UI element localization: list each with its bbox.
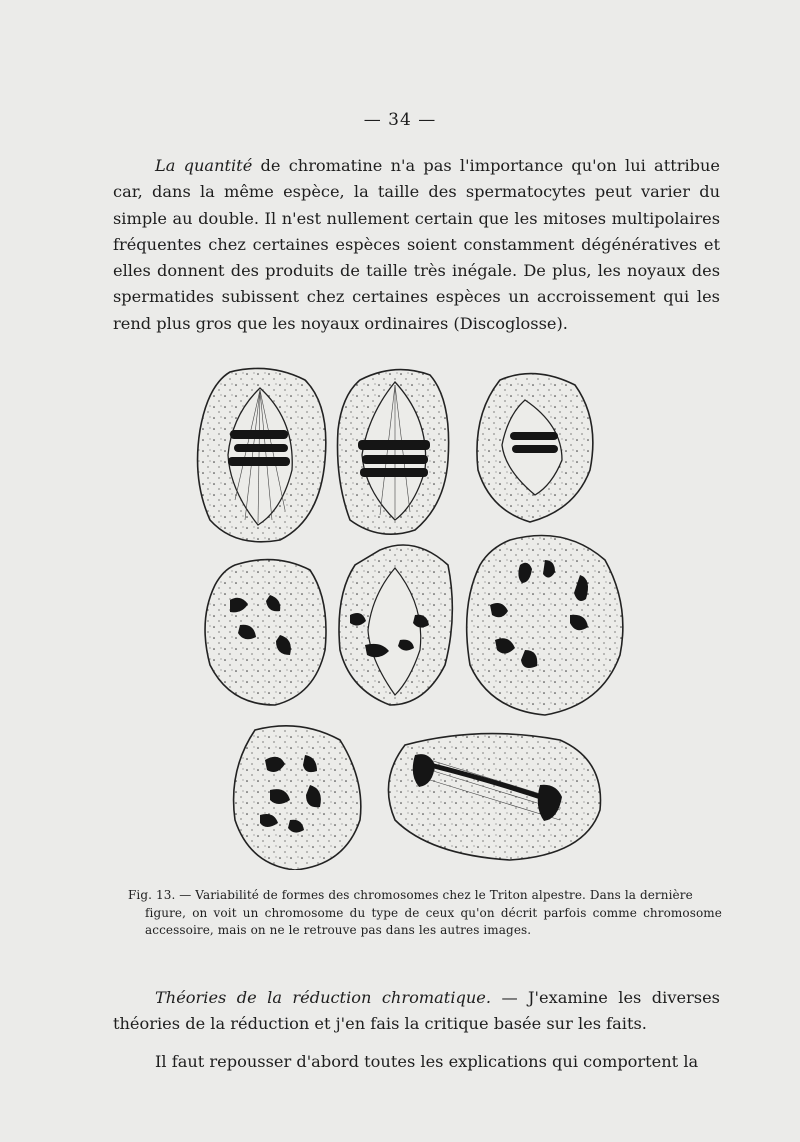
cell-drawing-7 — [234, 726, 361, 870]
paragraph-theories — [113, 985, 720, 1038]
caption-continuation: figure, on voit un chromosome du type de ceux qu'on décrit parfois comme chromosome accessoire, mais on ne le retrouve pas dans les autres images. — [145, 905, 722, 937]
paragraph-quantite — [113, 153, 720, 337]
cell-drawing-8 — [388, 734, 600, 860]
caption-label: Fig. 13. — [128, 888, 176, 902]
figure-chromosome-drawings — [190, 360, 630, 870]
caption-line-1: — Variabilité de formes des chromosomes chez le Triton alpestre. Dans la dernière — [175, 888, 693, 902]
paragraph-body: — J'examine les diverses théories de la réduction et j'en fais la critique basée sur les faits. — [113, 988, 720, 1034]
paragraph-body: Il faut repousser d'abord toutes les explications qui comportent la — [155, 1052, 699, 1071]
paragraph-lead-italic: La quantité — [155, 156, 253, 175]
cell-drawing-6 — [467, 536, 623, 716]
figure-caption — [128, 887, 722, 940]
section-heading-italic: Théories de la réduction chromatique. — [155, 988, 492, 1007]
page-number: — 34 — — [363, 110, 437, 130]
cell-drawing-4 — [205, 560, 326, 705]
figure-illustration — [190, 360, 630, 870]
cell-drawing-2 — [338, 370, 449, 535]
cell-drawing-5 — [339, 545, 452, 705]
cell-drawing-3 — [477, 374, 593, 522]
paragraph-explications — [113, 1049, 720, 1075]
paragraph-body: de chromatine n'a pas l'importance qu'on lui attribue car, dans la même espèce, la taille des spermatocytes peut varier du simple au double. Il n'est nullement certain que les mitoses multipolaires fréquentes chez certaines espèces soient constamment dégénératives et elles donnent des produits de taille très inégale. De plus, les noyaux des spermatides subissent chez certaines espèces un accroissement qui les rend plus gros que les noyaux ordinaires (Discoglosse). — [113, 156, 720, 333]
cell-drawing-1 — [198, 368, 326, 541]
